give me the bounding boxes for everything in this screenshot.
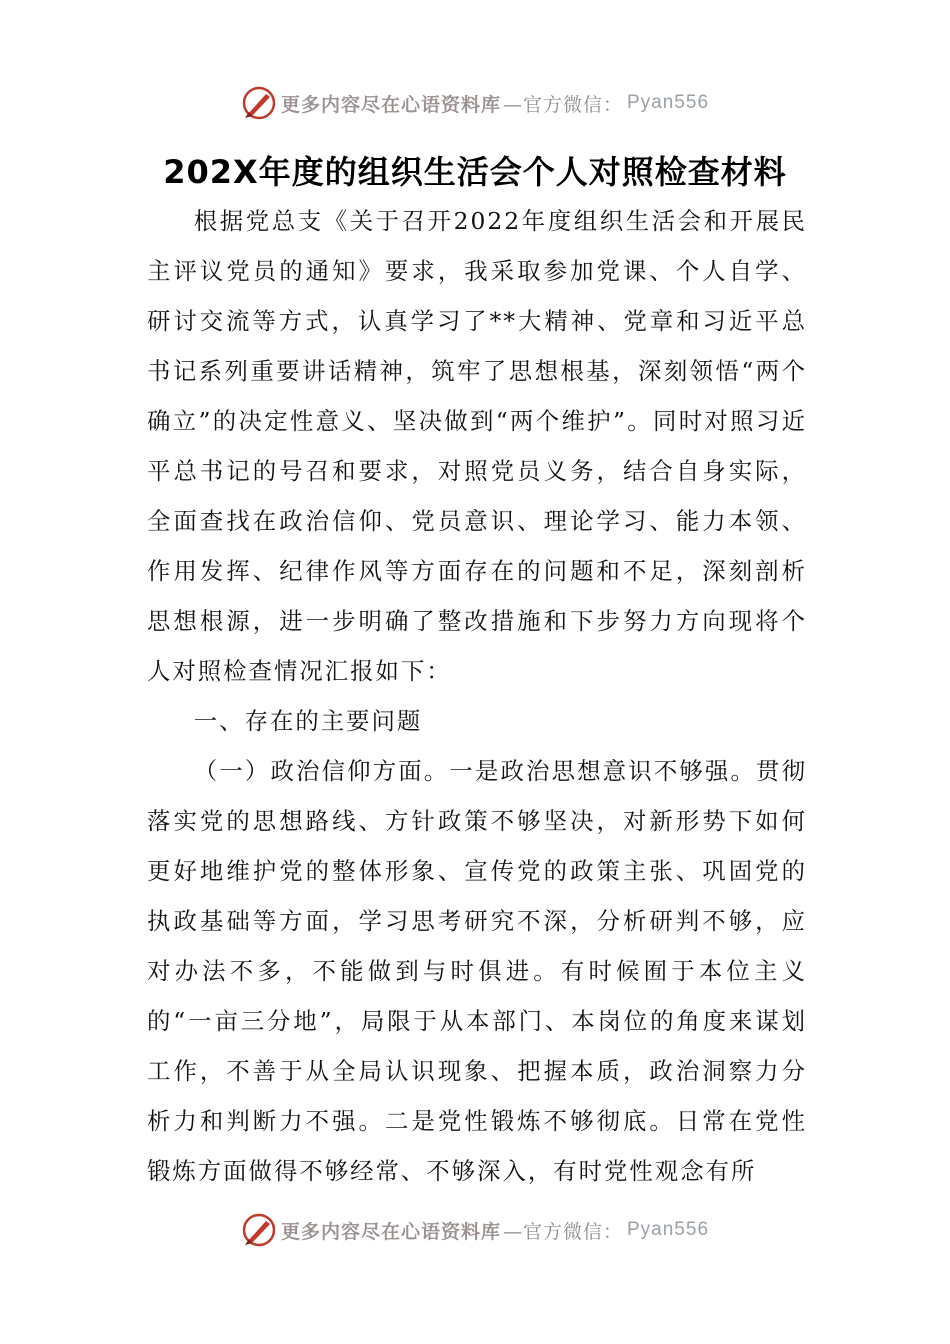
document-body (147, 196, 807, 1196)
watermark-wechat-id: Pyan556 (627, 92, 710, 113)
pen-quill-circle-icon (241, 1212, 277, 1248)
watermark-brand: 更多内容尽在心语资料库 (280, 1220, 501, 1243)
watermark-contact: —官方微信： (502, 1220, 623, 1243)
watermark-contact: —官方微信： (502, 93, 623, 116)
document-title: 202X年度的组织生活会个人对照检查材料 (163, 153, 787, 191)
watermark-wechat-id: Pyan556 (627, 1219, 710, 1240)
watermark-header (0, 83, 950, 123)
paragraph-political-belief: （一）政治信仰方面。一是政治思想意识不够强。贯彻落实党的思想路线、方针政策不够坚决，对新形势下如何更好地维护党的整体形象、宣传党的政策主张、巩固党的执政基础等方面，学习思考研究不深，分析研判不够，应对办法不多，不能做到与时俱进。有时候囿于本位主义的“一亩三分地”，局限于从本部门、本岗位的角度来谋划工作，不善于从全局认识现象、把握本质，政治洞察力分析力和判断力不强。二是党性锻炼不够彻底。日常在党性锻炼方面做得不够经常、不够深入，有时党性观念有所 (147, 757, 807, 1185)
section-heading: 一、存在的主要问题 (193, 707, 423, 735)
watermark-brand: 更多内容尽在心语资料库 (280, 93, 501, 116)
pen-quill-circle-icon (241, 85, 277, 121)
paragraph-intro: 根据党总支《关于召开2022年度组织生活会和开展民主评议党员的通知》要求，我采取参加党课、个人自学、研讨交流等方式，认真学习了**大精神、党章和习近平总书记系列重要讲话精神，筑牢了思想根基，深刻领悟“两个确立”的决定性意义、坚决做到“两个维护”。同时对照习近平总书记的号召和要求，对照党员义务，结合自身实际，全面查找在政治信仰、党员意识、理论学习、能力本领、作用发挥、纪律作风等方面存在的问题和不足，深刻剖析思想根源，进一步明确了整改措施和下步努力方向现将个人对照检查情况汇报如下： (147, 207, 807, 685)
watermark-footer (0, 1210, 950, 1250)
